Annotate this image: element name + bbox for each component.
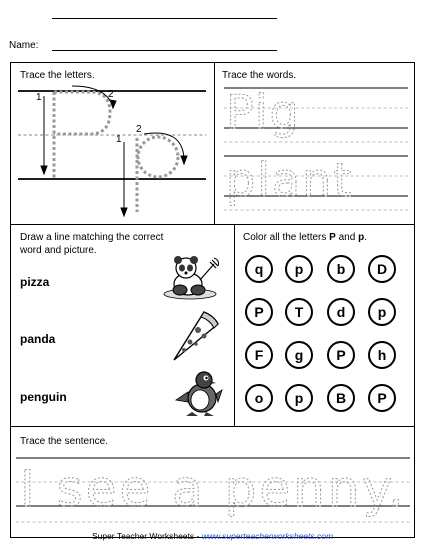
footer [0,531,425,541]
penguin-picture[interactable] [172,368,224,418]
footer-brand: Super Teacher Worksheets - [91,531,202,541]
trace-word: plant [226,153,354,207]
match-instruction-line1: Draw a line matching the correct [20,232,164,243]
arrow-number: 1 [116,134,122,145]
trace-letters-instruction: Trace the letters. [20,70,95,81]
letter-circle[interactable]: p [285,255,313,283]
letter-circle[interactable]: D [368,255,396,283]
match-word-penguin[interactable]: penguin [20,390,67,404]
arrow-number: 1 [36,92,42,103]
letter-circle[interactable]: T [285,298,313,326]
letter-circle[interactable]: P [245,298,273,326]
match-word-pizza[interactable]: pizza [20,275,50,289]
trace-sentence-text: I see a penny. [20,460,407,518]
arrow-number: 2 [108,89,114,100]
lowercase-p-trace [137,137,178,212]
divider-vertical-top [214,62,215,224]
divider-horizontal-2 [10,426,415,427]
letter-circle[interactable]: F [245,341,273,369]
trace-sentence-instruction: Trace the sentence. [20,436,109,447]
letter-circle[interactable]: b [327,255,355,283]
color-instruction: Color all the letters P and p. [243,232,367,243]
letter-circle[interactable]: p [368,298,396,326]
trace-letters-area [12,82,212,222]
match-word-panda[interactable]: panda [20,332,56,346]
trace-words-area [216,84,414,222]
name-line [52,50,277,51]
match-instruction-line2: word and picture. [20,245,97,256]
uppercase-p-arrows [41,86,116,174]
letter-circle[interactable]: P [368,384,396,412]
arrow-number: 2 [136,124,142,135]
trace-word: Pig [226,85,301,139]
letter-circle[interactable]: q [245,255,273,283]
trace-sentence-area [12,452,414,536]
divider-horizontal-1 [10,224,415,225]
divider-vertical-mid [234,224,235,426]
letter-circle[interactable]: p [285,384,313,412]
letter-circle[interactable]: o [245,384,273,412]
footer-url[interactable]: www.superteacherworksheets.com [201,531,334,541]
letter-circle[interactable]: h [368,341,396,369]
letter-circle[interactable]: g [285,341,313,369]
letter-circle[interactable]: P [327,341,355,369]
letter-circle[interactable]: B [327,384,355,412]
lowercase-p-arrows [121,133,187,216]
name-label: Name: [9,40,39,51]
top-line [52,18,277,19]
trace-words-instruction: Trace the words. [222,70,297,81]
pizza-slice-picture[interactable] [168,308,220,364]
letter-circle[interactable]: d [327,298,355,326]
panda-picture[interactable] [160,254,222,300]
